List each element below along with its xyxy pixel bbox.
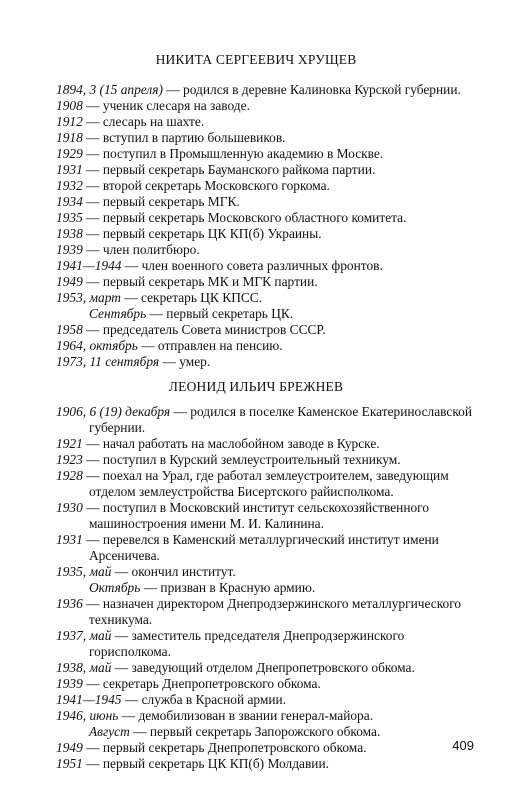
- entry-text: — поступил в Промышленную академию в Москве.: [82, 146, 384, 161]
- entry-text: — член политбюро.: [82, 242, 200, 257]
- entry-date: 1964, октябрь: [56, 338, 138, 353]
- entry-date: 1929: [56, 146, 83, 161]
- timeline-entry: [56, 500, 476, 532]
- entry-date: 1941—1945: [56, 692, 122, 707]
- timeline-entry: [56, 628, 476, 660]
- entry-text: — поступил в Курский землеустроительный техникум.: [82, 452, 401, 467]
- timeline-entry: [56, 724, 476, 740]
- timeline-entry: [56, 258, 476, 274]
- timeline-entry: [56, 178, 476, 194]
- entry-text: — призван в Красную армию.: [140, 580, 316, 595]
- timeline-brezhnev: [56, 404, 476, 772]
- entry-date: 1928: [56, 468, 83, 483]
- entry-text: — секретарь Днепропетровского обкома.: [82, 676, 321, 691]
- entry-date: 1958: [56, 322, 83, 337]
- timeline-entry: [56, 146, 476, 162]
- entry-date: 1908: [56, 98, 83, 113]
- entry-text: — служба в Красной армии.: [121, 692, 287, 707]
- section-title-khrushchev: НИКИТА СЕРГЕЕВИЧ ХРУЩЕВ: [155, 52, 357, 67]
- entry-date: 1937, май: [56, 628, 112, 643]
- timeline-entry: [56, 580, 476, 596]
- section-title-brezhnev: ЛЕОНИД ИЛЬИЧ БРЕЖНЕВ: [168, 379, 344, 394]
- timeline-entry: [56, 322, 476, 338]
- entry-date: 1941—1944: [56, 258, 122, 273]
- entry-date: 1973, 11 сентября: [56, 354, 160, 369]
- timeline-entry: [56, 452, 476, 468]
- timeline-entry: [56, 290, 476, 306]
- timeline-entry: [56, 226, 476, 242]
- timeline-entry: [56, 532, 476, 564]
- entry-text: — первый секретарь ЦК.: [146, 306, 294, 321]
- timeline-entry: [56, 436, 476, 452]
- entry-text: — ученик слесаря на заводе.: [82, 98, 250, 113]
- entry-date: 1949: [56, 274, 83, 289]
- entry-text: — родился в поселке Каменское Екатеринославской губернии.: [89, 404, 473, 435]
- timeline-entry: [56, 404, 476, 436]
- timeline-entry: [56, 242, 476, 258]
- timeline-entry: [56, 676, 476, 692]
- timeline-entry: [56, 210, 476, 226]
- entry-text: — первый секретарь Бауманского райкома партии.: [82, 162, 376, 177]
- entry-date: 1938, май: [56, 660, 112, 675]
- timeline-entry: [56, 194, 476, 210]
- entry-text: — первый секретарь ЦК КП(б) Украины.: [82, 226, 322, 241]
- timeline-entry: [56, 130, 476, 146]
- entry-text: — секретарь ЦК КПСС.: [120, 290, 263, 305]
- entry-date: Октябрь: [89, 580, 141, 595]
- entry-date: 1923: [56, 452, 83, 467]
- entry-date: Сентябрь: [89, 306, 147, 321]
- timeline-entry: [56, 596, 476, 628]
- timeline-entry: [56, 338, 476, 354]
- entry-text: — заместитель председателя Днепродзержинского горисполкома.: [89, 628, 405, 659]
- entry-date: 1949: [56, 740, 83, 755]
- entry-text: — первый секретарь Московского областного комитета.: [82, 210, 407, 225]
- entry-text: — начал работать на маслобойном заводе в Курске.: [82, 436, 380, 451]
- entry-text: — окончил институт.: [111, 564, 236, 579]
- entry-text: — поступил в Московский институт сельскохозяйственного машиностроения имени М. И. Калинина.: [82, 500, 430, 531]
- entry-date: Август: [89, 724, 130, 739]
- entry-date: 1918: [56, 130, 83, 145]
- entry-date: 1932: [56, 178, 83, 193]
- entry-text: — отправлен на пенсию.: [137, 338, 283, 353]
- entry-date: 1921: [56, 436, 83, 451]
- entry-text: — демобилизован в звании генерал-майора.: [118, 708, 374, 723]
- entry-date: 1935, май: [56, 564, 112, 579]
- timeline-entry: [56, 756, 476, 772]
- entry-text: — родился в деревне Калиновка Курской губернии.: [162, 82, 461, 97]
- page-number: 409: [452, 738, 474, 753]
- entry-text: — второй секретарь Московского горкома.: [82, 178, 330, 193]
- timeline-entry: [56, 692, 476, 708]
- entry-date: 1946, июнь: [56, 708, 119, 723]
- entry-text: — умер.: [159, 354, 211, 369]
- entry-text: — первый секретарь МК и МГК партии.: [82, 274, 318, 289]
- timeline-entry: [56, 114, 476, 130]
- timeline-entry: [56, 660, 476, 676]
- entry-date: 1931: [56, 162, 83, 177]
- entry-text: — первый секретарь ЦК КП(б) Молдавии.: [82, 756, 329, 771]
- entry-date: 1906, 6 (19) декабря: [56, 404, 171, 419]
- entry-text: — перевелся в Каменский металлургический институт имени Арсеничева.: [82, 532, 439, 563]
- entry-date: 1935: [56, 210, 83, 225]
- entry-text: — поехал на Урал, где работал землеустроителем, заведующим отделом землеустройства Бисертского райисполкома.: [82, 468, 449, 499]
- entry-text: — член военного совета различных фронтов.: [121, 258, 383, 273]
- timeline-entry: [56, 468, 476, 500]
- entry-date: 1953, март: [56, 290, 121, 305]
- entry-text: — первый секретарь Днепропетровского обкома.: [82, 740, 367, 755]
- entry-text: — первый секретарь МГК.: [82, 194, 240, 209]
- entry-date: 1936: [56, 596, 83, 611]
- entry-text: — назначен директором Днепродзержинского металлургического техникума.: [82, 596, 462, 627]
- timeline-entry: [56, 98, 476, 114]
- entry-text: — первый секретарь Запорожского обкома.: [129, 724, 381, 739]
- timeline-entry: [56, 708, 476, 724]
- timeline-entry: [56, 354, 476, 370]
- entry-date: 1894, 3 (15 апреля): [56, 82, 163, 97]
- entry-date: 1912: [56, 114, 83, 129]
- entry-text: — вступил в партию большевиков.: [82, 130, 286, 145]
- entry-date: 1951: [56, 756, 83, 771]
- timeline-entry: [56, 274, 476, 290]
- entry-date: 1939: [56, 242, 83, 257]
- entry-date: 1930: [56, 500, 83, 515]
- timeline-khrushchev: [56, 82, 476, 370]
- entry-date: 1931: [56, 532, 83, 547]
- timeline-entry: [56, 162, 476, 178]
- timeline-entry: [56, 564, 476, 580]
- entry-date: 1938: [56, 226, 83, 241]
- entry-text: — заведующий отделом Днепропетровского обкома.: [111, 660, 415, 675]
- timeline-entry: [56, 306, 476, 322]
- timeline-entry: [56, 740, 476, 756]
- timeline-entry: [56, 82, 476, 98]
- entry-date: 1939: [56, 676, 83, 691]
- entry-text: — слесарь на шахте.: [82, 114, 205, 129]
- entry-date: 1934: [56, 194, 83, 209]
- entry-text: — председатель Совета министров СССР.: [82, 322, 326, 337]
